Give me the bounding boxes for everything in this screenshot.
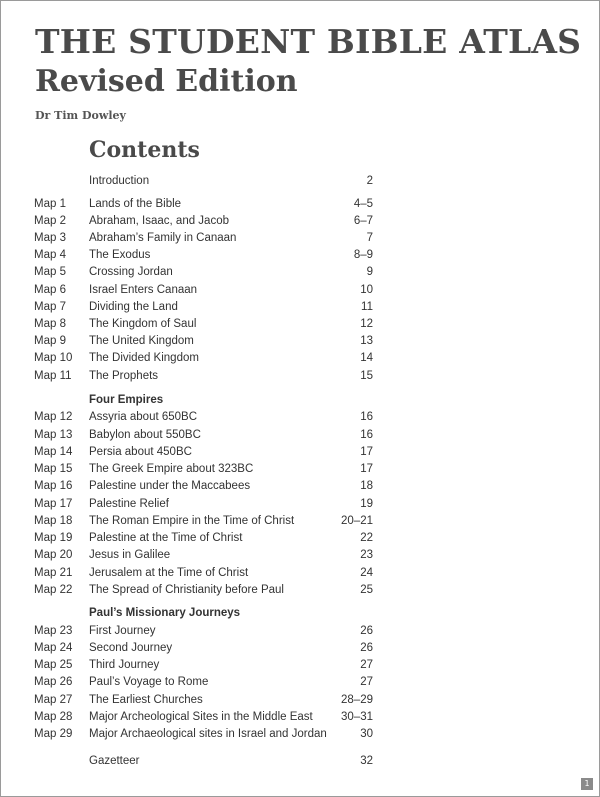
toc-title: Palestine at the Time of Christ	[89, 532, 243, 544]
toc-row	[1, 213, 600, 229]
toc-page: 32	[360, 755, 373, 767]
toc-title: The Exodus	[89, 249, 151, 261]
toc-row	[1, 247, 600, 263]
toc-row	[1, 478, 600, 494]
toc-map-number: Map 1	[34, 198, 66, 210]
toc-title: Second Journey	[89, 642, 173, 654]
toc-page: 28–29	[341, 694, 373, 706]
toc-title: Paul’s Voyage to Rome	[89, 676, 209, 688]
toc-map-number: Map 8	[34, 318, 66, 330]
toc-title: Jesus in Galilee	[89, 549, 171, 561]
toc-title: The Prophets	[89, 370, 159, 382]
section-heading-pauls-journeys: Paul’s Missionary Journeys	[89, 607, 241, 619]
toc-page: 10	[360, 284, 373, 296]
toc-map-number: Map 23	[34, 625, 73, 637]
toc-row	[1, 513, 600, 529]
book-title: THE STUDENT BIBLE ATLAS	[35, 22, 582, 61]
toc-map-number: Map 20	[34, 549, 73, 561]
contents-heading: Contents	[89, 137, 200, 163]
section-heading-four-empires: Four Empires	[89, 394, 164, 406]
toc-row	[1, 333, 600, 349]
toc-page: 17	[360, 463, 373, 475]
toc-row	[1, 299, 600, 315]
toc-map-number: Map 12	[34, 411, 73, 423]
toc-row	[1, 444, 600, 460]
toc-map-number: Map 24	[34, 642, 73, 654]
toc-row	[1, 230, 600, 246]
toc-map-number: Map 22	[34, 584, 73, 596]
toc-title: The Roman Empire in the Time of Christ	[89, 515, 295, 527]
toc-map-number: Map 16	[34, 480, 73, 492]
toc-title: Abraham’s Family in Canaan	[89, 232, 237, 244]
toc-map-number: Map 27	[34, 694, 73, 706]
toc-map-number: Map 11	[34, 370, 72, 382]
toc-title: Introduction	[89, 175, 150, 187]
toc-page: 25	[360, 584, 373, 596]
toc-row	[1, 264, 600, 280]
toc-title: Persia about 450BC	[89, 446, 192, 458]
toc-title: Major Archaeological sites in Israel and Jordan	[89, 728, 327, 740]
toc-page: 12	[360, 318, 373, 330]
toc-title: Lands of the Bible	[89, 198, 182, 210]
toc-page: 11	[361, 301, 373, 313]
toc-title: Israel Enters Canaan	[89, 284, 198, 296]
toc-page: 4–5	[353, 198, 373, 210]
toc-map-number: Map 21	[34, 567, 73, 579]
book-subtitle: Revised Edition	[35, 64, 298, 99]
toc-title: The Kingdom of Saul	[89, 318, 197, 330]
toc-page: 20–21	[341, 515, 373, 527]
toc-title: Palestine Relief	[89, 498, 169, 510]
toc-map-number: Map 2	[34, 215, 66, 227]
toc-map-number: Map 17	[34, 498, 73, 510]
toc-row-gazetteer	[1, 753, 600, 769]
toc-map-number: Map 13	[34, 429, 73, 441]
toc-page: 15	[360, 370, 373, 382]
toc-page: 2	[366, 175, 373, 187]
toc-row	[1, 368, 600, 384]
toc-page: 24	[360, 567, 373, 579]
toc-page: 30–31	[341, 711, 373, 723]
toc-page: 22	[360, 532, 373, 544]
toc-title: The Divided Kingdom	[89, 352, 199, 364]
toc-page: 17	[360, 446, 373, 458]
toc-page: 27	[360, 659, 373, 671]
toc-row	[1, 582, 600, 598]
page-number-badge: 1	[581, 778, 593, 790]
toc-map-number: Map 7	[34, 301, 66, 313]
toc-row	[1, 196, 600, 212]
toc-page: 19	[360, 498, 373, 510]
toc-row	[1, 409, 600, 425]
toc-title: Palestine under the Maccabees	[89, 480, 251, 492]
toc-title: Major Archeological Sites in the Middle East	[89, 711, 313, 723]
toc-page: 13	[360, 335, 373, 347]
toc-map-number: Map 14	[34, 446, 73, 458]
toc-row	[1, 709, 600, 725]
toc-title: Jerusalem at the Time of Christ	[89, 567, 249, 579]
toc-map-number: Map 4	[34, 249, 66, 261]
toc-title: The Greek Empire about 323BC	[89, 463, 254, 475]
toc-title: The Spread of Christianity before Paul	[89, 584, 284, 596]
toc-map-number: Map 18	[34, 515, 73, 527]
toc-page: 18	[360, 480, 373, 492]
toc-page: 9	[366, 266, 373, 278]
toc-row	[1, 427, 600, 443]
toc-page: 27	[360, 676, 373, 688]
toc-page: 14	[360, 352, 373, 364]
toc-row	[1, 496, 600, 512]
toc-map-number: Map 26	[34, 676, 73, 688]
toc-title: First Journey	[89, 625, 156, 637]
toc-row	[1, 565, 600, 581]
toc-row	[1, 530, 600, 546]
toc-title: Dividing the Land	[89, 301, 178, 313]
toc-title: The United Kingdom	[89, 335, 194, 347]
toc-title: Abraham, Isaac, and Jacob	[89, 215, 229, 227]
author-name: Dr Tim Dowley	[35, 109, 126, 122]
toc-title: Crossing Jordan	[89, 266, 173, 278]
toc-page: 26	[360, 642, 373, 654]
toc-map-number: Map 15	[34, 463, 73, 475]
toc-row	[1, 640, 600, 656]
toc-title: Third Journey	[89, 659, 160, 671]
toc-page: 8–9	[353, 249, 373, 261]
toc-title: Assyria about 650BC	[89, 411, 198, 423]
toc-title: The Earliest Churches	[89, 694, 203, 706]
toc-map-number: Map 25	[34, 659, 73, 671]
toc-page: 26	[360, 625, 373, 637]
toc-map-number: Map 5	[34, 266, 66, 278]
toc-row	[1, 316, 600, 332]
toc-title: Babylon about 550BC	[89, 429, 201, 441]
toc-row	[1, 674, 600, 690]
toc-row	[1, 657, 600, 673]
toc-page: 16	[360, 411, 373, 423]
toc-row	[1, 350, 600, 366]
toc-row	[1, 282, 600, 298]
toc-map-number: Map 19	[34, 532, 73, 544]
toc-map-number: Map 9	[34, 335, 66, 347]
toc-page: 30	[360, 728, 373, 740]
toc-page: 7	[366, 232, 373, 244]
toc-row	[1, 692, 600, 708]
toc-row	[1, 547, 600, 563]
toc-map-number: Map 29	[34, 728, 73, 740]
toc-row	[1, 623, 600, 639]
toc-page: 6–7	[353, 215, 373, 227]
toc-row-introduction	[1, 173, 600, 189]
toc-page: 16	[360, 429, 373, 441]
toc-row	[1, 461, 600, 477]
toc-page: 23	[360, 549, 373, 561]
toc-row	[1, 726, 600, 742]
toc-map-number: Map 6	[34, 284, 66, 296]
toc-title: Gazetteer	[89, 755, 140, 767]
toc-map-number: Map 3	[34, 232, 66, 244]
toc-map-number: Map 28	[34, 711, 73, 723]
toc-map-number: Map 10	[34, 352, 73, 364]
